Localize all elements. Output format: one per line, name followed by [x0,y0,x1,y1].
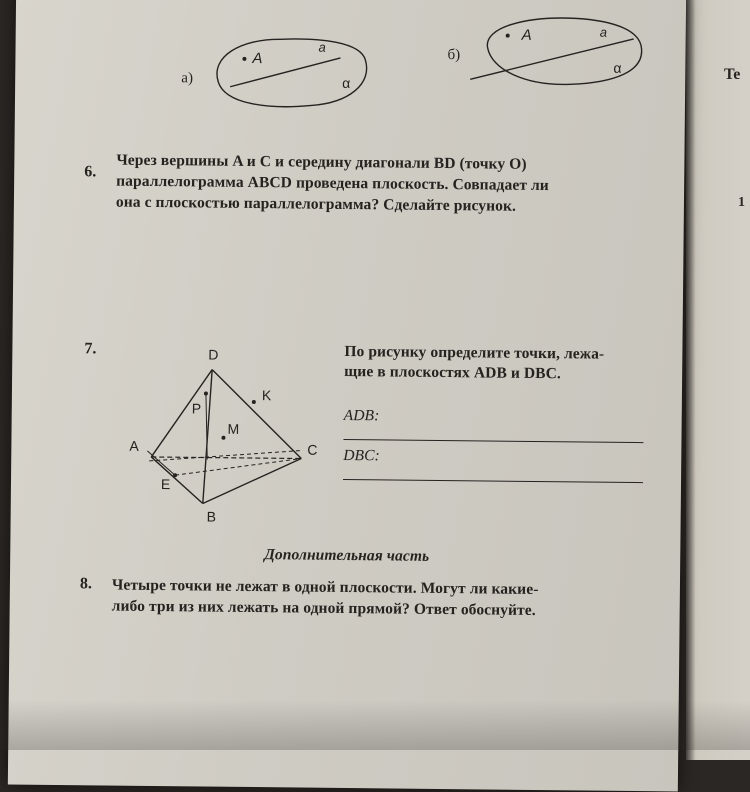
answer-line[interactable] [343,479,643,483]
vertex-label: P [191,400,202,417]
segment-short [147,451,175,475]
point-k [252,400,256,404]
edge-ab [151,457,203,504]
vertex-label: D [208,346,219,363]
point-m [221,436,225,440]
plane-label: α [613,59,622,76]
figure-a-plane-diagram [200,26,381,118]
task-8-line-2: либо три из них лежать на одной прямой? Ответ обоснуйте. [111,597,536,619]
plane-outline [217,38,367,107]
edge-db [203,370,212,504]
line-a [230,57,340,88]
task-number: 7. [84,340,97,358]
adjacent-page-fragment: Te [724,66,741,83]
vertex-label: A [129,437,139,454]
edge-ac-hidden [151,457,301,459]
answer-row-dbc [343,446,681,490]
line-label: a [599,24,608,40]
line-label: a [318,39,326,55]
figure-b-label: б) [447,47,461,64]
task-7-line-1: По рисунку определите точки, лежа- [344,342,605,363]
edge-da [151,369,212,458]
point-a [242,57,246,61]
answer-row-adb [343,406,681,450]
task-6-line-2: параллелограмма ABCD проведена плоскость. Совпадает ли [116,172,549,195]
task-number: 8. [79,575,93,593]
vertex-label: K [261,387,272,404]
figure-b-plane-diagram [465,7,656,99]
edge-dc [211,370,302,459]
task-number: 6. [84,163,97,181]
line-a [470,37,633,81]
point-p [204,392,208,396]
vertex-label: E [160,476,171,493]
task-6-line-3: она с плоскостью параллелограмма? Сделайте рисунок. [115,193,517,215]
point-label: A [521,26,532,44]
textbook-page [8,0,686,791]
answer-label: ADB: [343,406,380,425]
vertex-label: C [307,441,318,458]
pyramid-figure [110,341,342,533]
task-8-line-1: Четыре точки не лежат в одной плоскости. Могут ли какие- [111,576,539,599]
answer-line[interactable] [343,439,643,443]
adjacent-page-fragment: 1 [738,195,745,210]
section-title: Дополнительная часть [264,546,430,565]
point-label: A [252,49,263,68]
figure-a-label: а) [181,70,194,87]
photo-shadow [0,700,750,750]
task-7-line-2: щие в плоскостях ADB и DBC. [344,362,562,383]
vertex-label: M [227,420,240,437]
task-6-line-1: Через вершины A и C и середину диагонали BD (точку O) [116,151,527,173]
vertex-label: B [206,508,217,525]
segment-dashed [149,449,301,463]
answer-label: DBC: [343,446,380,465]
adjacent-page [686,0,750,760]
plane-label: α [342,74,351,92]
point-a [506,34,510,38]
